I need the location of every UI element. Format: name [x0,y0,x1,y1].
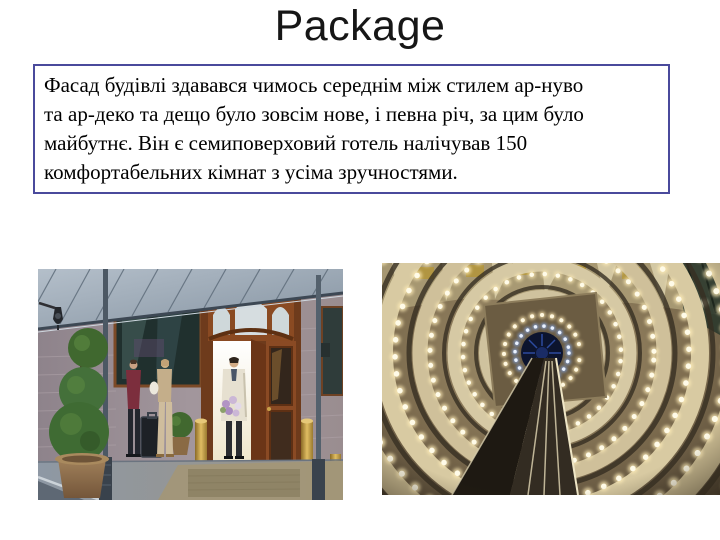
hotel-atrium-illustration [382,263,720,495]
body-text-line: комфортабельних кімнат з усіма зручностями. [44,160,458,184]
slide-title: Package [274,2,446,50]
body-text-box [33,64,670,194]
body-text-line: Фасад будівлі здавався чимось середнім між стилем ар-нуво [44,73,584,97]
hotel-entrance-photo [38,269,343,500]
hotel-atrium-photo [382,263,720,495]
hotel-entrance-illustration [38,269,343,500]
body-text-line: та ар-деко та дещо було зовсім нове, і певна річ, за цим було [44,102,584,126]
body-text-line: майбутнє. Він є семиповерховий готель налічував 150 [44,131,528,155]
